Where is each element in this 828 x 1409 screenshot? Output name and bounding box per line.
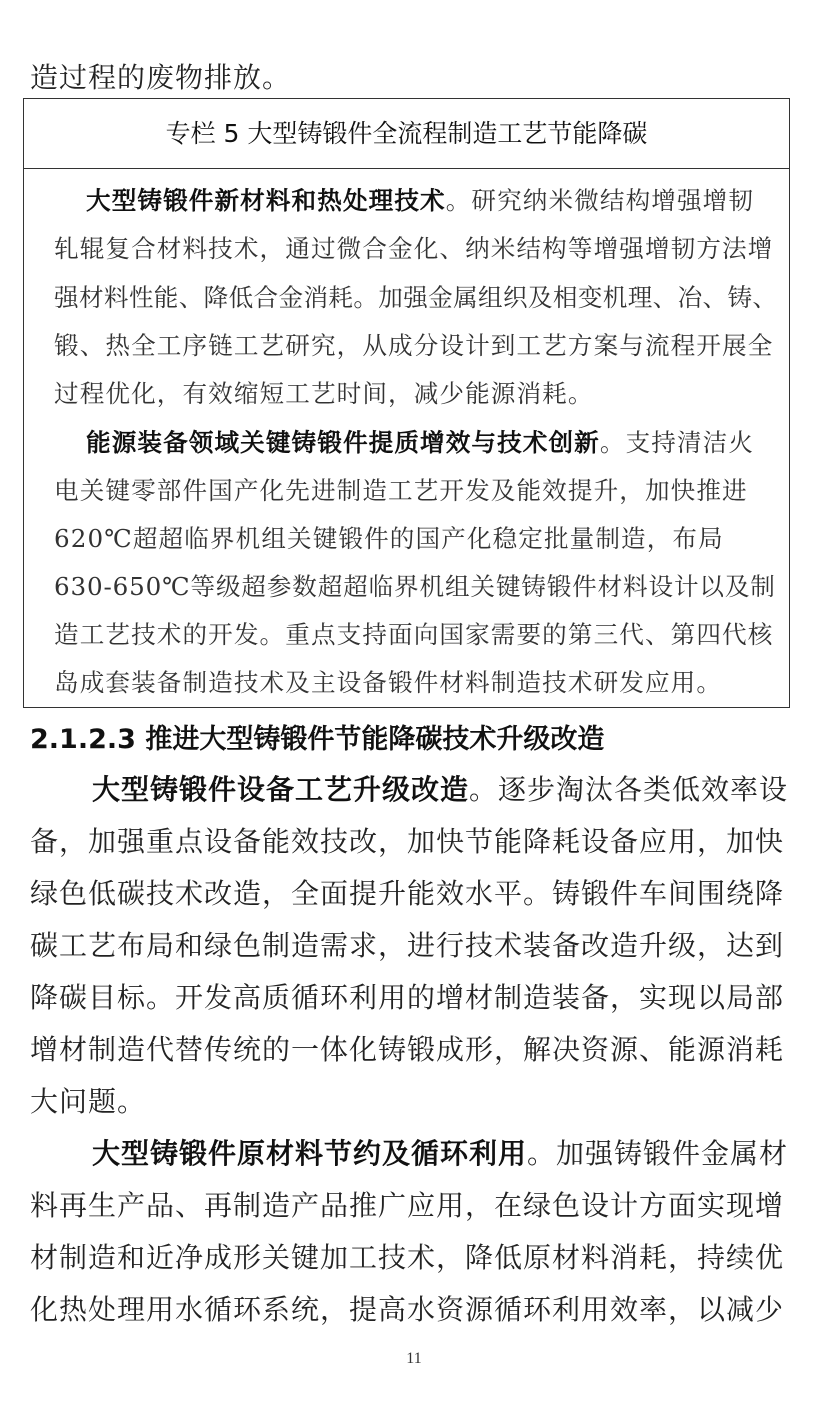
continuation-line: 造过程的废物排放。: [30, 61, 292, 94]
para4-line1: 大型铸锻件原材料节约及循环利用。加强铸锻件金属材: [92, 1137, 789, 1170]
box-title: 专栏 5 大型铸锻件全流程制造工艺节能降碳: [24, 99, 789, 169]
para4-line3: 材制造和近净成形关键加工技术，降低原材料消耗，持续优: [30, 1241, 785, 1274]
para4-line2: 料再生产品、再制造产品推广应用，在绿色设计方面实现增: [30, 1189, 785, 1222]
para3-line7: 大问题。: [30, 1085, 147, 1118]
para3-line3: 绿色低碳技术改造，全面提升能效水平。铸锻件车间围绕降: [30, 877, 785, 910]
box-para1-line1: 大型铸锻件新材料和热处理技术。研究纳米微结构增强增韧: [86, 186, 755, 215]
para3-line1: 大型铸锻件设备工艺升级改造。逐步淘汰各类低效率设: [92, 773, 789, 806]
box-para1-bold-lead: 大型铸锻件新材料和热处理技术: [86, 186, 446, 215]
para3-line5: 降碳目标。开发高质循环利用的增材制造装备，实现以局部: [30, 981, 785, 1014]
box-para2-line4: 630-650℃等级超参数超超临界机组关键铸锻件材料设计以及制: [54, 572, 776, 601]
box-para1-line3: 强材料性能、降低合金消耗。加强金属组织及相变机理、冶、铸、: [54, 283, 778, 312]
box-para1-line5: 过程优化，有效缩短工艺时间，减少能源消耗。: [54, 379, 594, 408]
box-para2-bold-lead: 能源装备领域关键铸锻件提质增效与技术创新: [86, 428, 600, 457]
para4-bold-lead: 大型铸锻件原材料节约及循环利用: [92, 1137, 528, 1170]
para3-line4: 碳工艺布局和绿色制造需求，进行技术装备改造升级，达到: [30, 929, 785, 962]
box-para1-line4: 锻、热全工序链工艺研究，从成分设计到工艺方案与流程开展全: [54, 331, 774, 360]
box-para2-line3: 620℃超超临界机组关键锻件的国产化稳定批量制造，布局: [54, 524, 724, 553]
box-para2-line5: 造工艺技术的开发。重点支持面向国家需要的第三代、第四代核: [54, 620, 774, 649]
box-para2-line6: 岛成套装备制造技术及主设备锻件材料制造技术研发应用。: [54, 668, 723, 697]
box-para2-line1: 能源装备领域关键铸锻件提质增效与技术创新。支持清洁火: [86, 428, 755, 457]
box-para1-line2: 轧辊复合材料技术，通过微合金化、纳米结构等增强增韧方法增: [54, 234, 774, 263]
para4-line4: 化热处理用水循环系统，提高水资源循环利用效率，以减少: [30, 1293, 785, 1326]
para3-line2: 备，加强重点设备能效技改，加快节能降耗设备应用，加快: [30, 825, 785, 858]
para3-line6: 增材制造代替传统的一体化铸锻成形，解决资源、能源消耗: [30, 1033, 785, 1066]
page-number: 11: [406, 1350, 422, 1367]
section-heading: 2.1.2.3 推进大型铸锻件节能降碳技术升级改造: [30, 724, 605, 755]
para3-bold-lead: 大型铸锻件设备工艺升级改造: [92, 773, 470, 806]
box-para2-line2: 电关键零部件国产化先进制造工艺开发及能效提升，加快推进: [54, 476, 748, 505]
special-column-box: [23, 98, 790, 708]
